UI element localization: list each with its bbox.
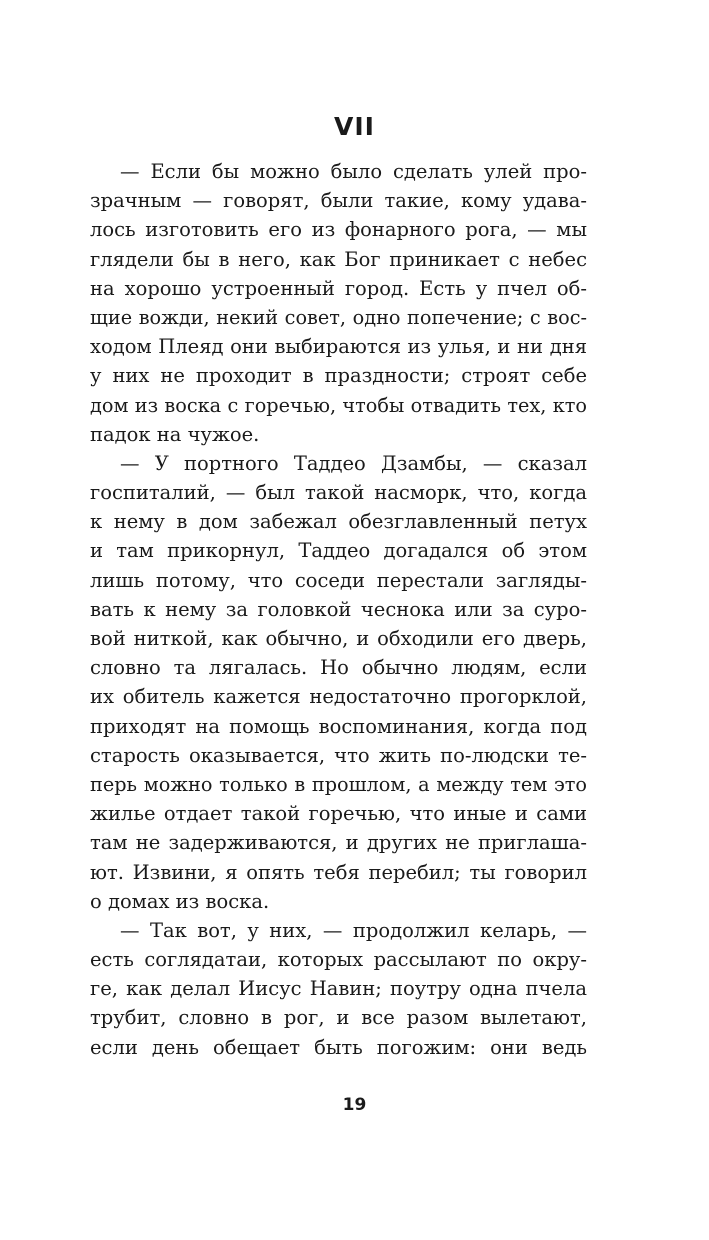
text-line: — Так вот, у них, — продолжил келарь, — (120, 918, 587, 942)
text-line: их обитель кажется недостаточно прогорклой, (90, 685, 587, 709)
text-line: — У портного Таддео Дзамбы, — сказал (120, 451, 587, 475)
text-line: перь можно только в прошлом, а между тем это (90, 772, 587, 796)
text-line: — Если бы можно было сделать улей про- (120, 160, 587, 183)
text-line: там не задерживаются, и других не приглаша- (90, 831, 587, 855)
text-line: ют. Извини, я опять тебя перебил; ты говорил (90, 860, 587, 884)
text-line: лось изготовить его из фонарного рога, — мы (90, 218, 587, 242)
text-line: жилье отдает такой горечью, что иные и сами (90, 802, 587, 826)
text-line: лишь потому, что соседи перестали загляды- (90, 568, 587, 592)
text-line: щие вожди, некий совет, одно попечение; с вос- (90, 305, 587, 329)
text-line: у них не проходит в праздности; строят себе (90, 364, 587, 388)
text-line: о домах из воска. (90, 889, 270, 913)
text-line: словно та лягалась. Но обычно людям, если (90, 656, 587, 680)
text-line: есть соглядатаи, которых рассылают по окру- (90, 948, 587, 972)
text-line: и там прикорнул, Таддео догадался об этом (90, 539, 587, 563)
text-line: падок на чужое. (90, 422, 260, 446)
chapter-heading: VII (334, 112, 375, 141)
text-line: дом из воска с горечью, чтобы отвадить тех, кто (90, 393, 587, 417)
text-line: приходят на помощь воспоминания, когда под (90, 714, 587, 738)
text-line: глядели бы в него, как Бог приникает с небес (90, 247, 587, 271)
text-line: ге, как делал Иисус Навин; поутру одна пчела (90, 977, 587, 1001)
text-line: на хорошо устроенный город. Есть у пчел об- (90, 276, 587, 300)
body-text (90, 157, 587, 1062)
text-line: старость оказывается, что жить по-людски те- (90, 743, 587, 767)
text-line: к нему в дом забежал обезглавленный петух (90, 510, 587, 534)
text-line: зрачным — говорят, были такие, кому удава- (90, 189, 587, 213)
text-line: ходом Плеяд они выбираются из улья, и ни дня (90, 335, 587, 359)
text-line: вой ниткой, как обычно, и обходили его дверь, (90, 627, 587, 650)
text-line: трубит, словно в рог, и все разом вылетают, (90, 1006, 587, 1030)
page-number: 19 (342, 1095, 367, 1115)
text-line: вать к нему за головкой чеснока или за суро- (90, 597, 587, 621)
text-line: госпиталий, — был такой насморк, что, когда (90, 481, 587, 505)
text-line: если день обещает быть погожим: они ведь (90, 1035, 587, 1059)
